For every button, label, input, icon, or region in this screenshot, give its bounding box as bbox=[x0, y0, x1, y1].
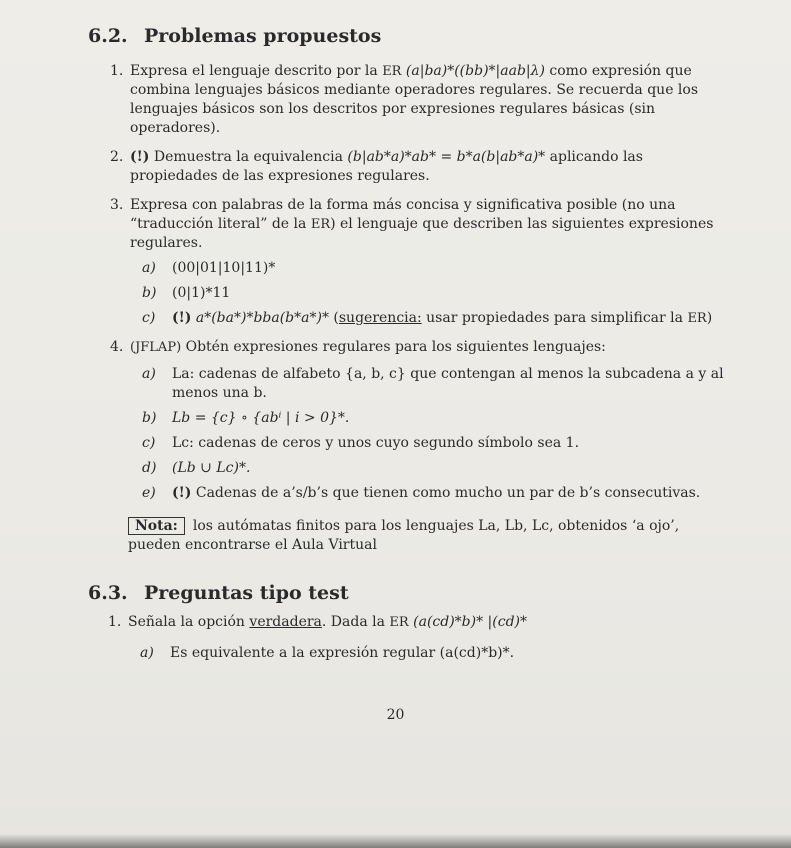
difficulty-mark: (!) bbox=[172, 310, 192, 326]
question-emphasis: verdadera bbox=[249, 614, 322, 630]
subitem-expression: a*(ba*)*bba(b*a*)* bbox=[195, 310, 329, 326]
note-text: los autómatas finitos para los lenguajes La, Lb, Lc, obtenidos ‘a ojo’, pueden encontrarse el Aula Virtual bbox=[128, 518, 680, 553]
subitem-list bbox=[130, 365, 728, 503]
subitem-text: (Lb ∪ Lc)*. bbox=[172, 460, 251, 476]
problem-number: 3. bbox=[110, 197, 124, 213]
subitem-label: a) bbox=[142, 260, 156, 276]
subitem-label: b) bbox=[142, 410, 157, 426]
question-1 bbox=[88, 613, 728, 663]
problem-2 bbox=[88, 148, 728, 186]
subitem-label: a) bbox=[142, 366, 156, 382]
equivalence-expression: (b|ab*a)*ab* = b*a(b|ab*a)* bbox=[347, 149, 546, 165]
subitem-a bbox=[130, 365, 728, 403]
problem-text: Obtén expresiones regulares para los siguientes lenguajes: bbox=[181, 339, 606, 355]
problem-number: 1. bbox=[110, 63, 124, 79]
problem-text-cont: ) el lenguaje que describen las siguientes expresiones regulares. bbox=[130, 216, 714, 251]
subitem-e bbox=[130, 484, 728, 503]
option-label: a) bbox=[140, 645, 154, 661]
subitem-d bbox=[130, 459, 728, 478]
page-content bbox=[88, 24, 728, 663]
subitem-text: La: cadenas de alfabeto {a, b, c} que contengan al menos la subcadena a y al menos una b. bbox=[172, 366, 724, 401]
subitem-text: Cadenas de a’s/b’s que tienen como mucho un par de b’s consecutivas. bbox=[191, 485, 701, 501]
subitem-label: b) bbox=[142, 285, 157, 301]
question-number: 1. bbox=[108, 614, 122, 630]
subitem-text: Lc: cadenas de ceros y unos cuyo segundo símbolo sea 1. bbox=[172, 435, 580, 451]
section-number: 6.3. bbox=[88, 582, 128, 604]
page-number: 20 bbox=[386, 707, 405, 723]
subitem-label: c) bbox=[142, 435, 156, 451]
option-a bbox=[128, 644, 728, 663]
hint-label: sugerencia: bbox=[338, 310, 422, 326]
subitem-list bbox=[130, 259, 728, 328]
subitem-label: e) bbox=[142, 485, 156, 501]
problem-number: 4. bbox=[110, 339, 124, 355]
tool-tag: (JFLAP) bbox=[130, 340, 182, 355]
section-heading-6-2 bbox=[88, 24, 728, 48]
er-abbrev: ER bbox=[382, 64, 402, 79]
er-abbrev: ER bbox=[310, 217, 331, 232]
problem-text: Expresa con palabras de la forma más concisa y significativa posible (no una “traducción literal” de la bbox=[130, 197, 676, 232]
problem-text: Demuestra la equivalencia bbox=[149, 149, 348, 165]
subitem-expression: (0|1)*11 bbox=[172, 285, 231, 301]
problem-text-cont: aplicando las propiedades de las expresiones regulares. bbox=[130, 149, 643, 184]
difficulty-mark: (!) bbox=[130, 149, 150, 165]
subitem-c: c) (!) a*(ba*)*bba(b*a*)* (sugerencia: usar propiedades para simplificar la ER) bbox=[142, 310, 713, 326]
option-text: Es equivalente a la expresión regular (a(cd)*b)*. bbox=[170, 645, 515, 661]
section-title: Problemas propuestos bbox=[144, 25, 382, 47]
subitem-text: Lb = {c} ∘ {abⁱ | i > 0}*. bbox=[172, 410, 350, 426]
problem-4 bbox=[88, 338, 728, 503]
question-list bbox=[88, 613, 728, 663]
subitem-expression: (00|01|10|11)* bbox=[172, 260, 276, 276]
question-text-cont: . Dada la bbox=[321, 614, 390, 630]
question-text: Señala la opción bbox=[128, 614, 250, 630]
section-title: Preguntas tipo test bbox=[144, 582, 349, 604]
problem-list bbox=[88, 62, 728, 503]
problem-text: Expresa el lenguaje descrito por la bbox=[130, 63, 383, 79]
subitem-label: c) bbox=[142, 310, 156, 326]
er-abbrev: ER bbox=[687, 311, 707, 326]
subitem-b bbox=[130, 284, 728, 303]
problem-1 bbox=[88, 62, 728, 138]
option-list bbox=[128, 644, 728, 663]
note-paragraph bbox=[128, 517, 728, 555]
problem-3 bbox=[88, 196, 728, 328]
problem-text-cont: como expresión que combina lenguajes básicos mediante operadores regulares. Se recuerda que los lenguajes básicos son los descritos por expresiones regulares básicas (sin operadores). bbox=[130, 63, 699, 136]
subitem-a bbox=[130, 259, 728, 278]
subitem-label: d) bbox=[142, 460, 157, 476]
subitem-b bbox=[130, 409, 728, 428]
hint-close: ) bbox=[706, 310, 713, 326]
scan-shadow bbox=[0, 834, 791, 848]
note-label: Nota: bbox=[128, 517, 185, 535]
difficulty-mark: (!) bbox=[172, 485, 192, 501]
question-expression: (a(cd)*b)* |(cd)* bbox=[413, 614, 527, 630]
section-heading-6-3 bbox=[88, 581, 728, 605]
section-number: 6.2. bbox=[88, 25, 128, 47]
er-abbrev: ER bbox=[389, 615, 409, 630]
regular-expression: (a|ba)*((bb)*|aab|λ) bbox=[405, 63, 545, 79]
subitem-c bbox=[130, 434, 728, 453]
problem-number: 2. bbox=[110, 149, 124, 165]
hint-text: usar propiedades para simplificar la bbox=[421, 310, 688, 326]
